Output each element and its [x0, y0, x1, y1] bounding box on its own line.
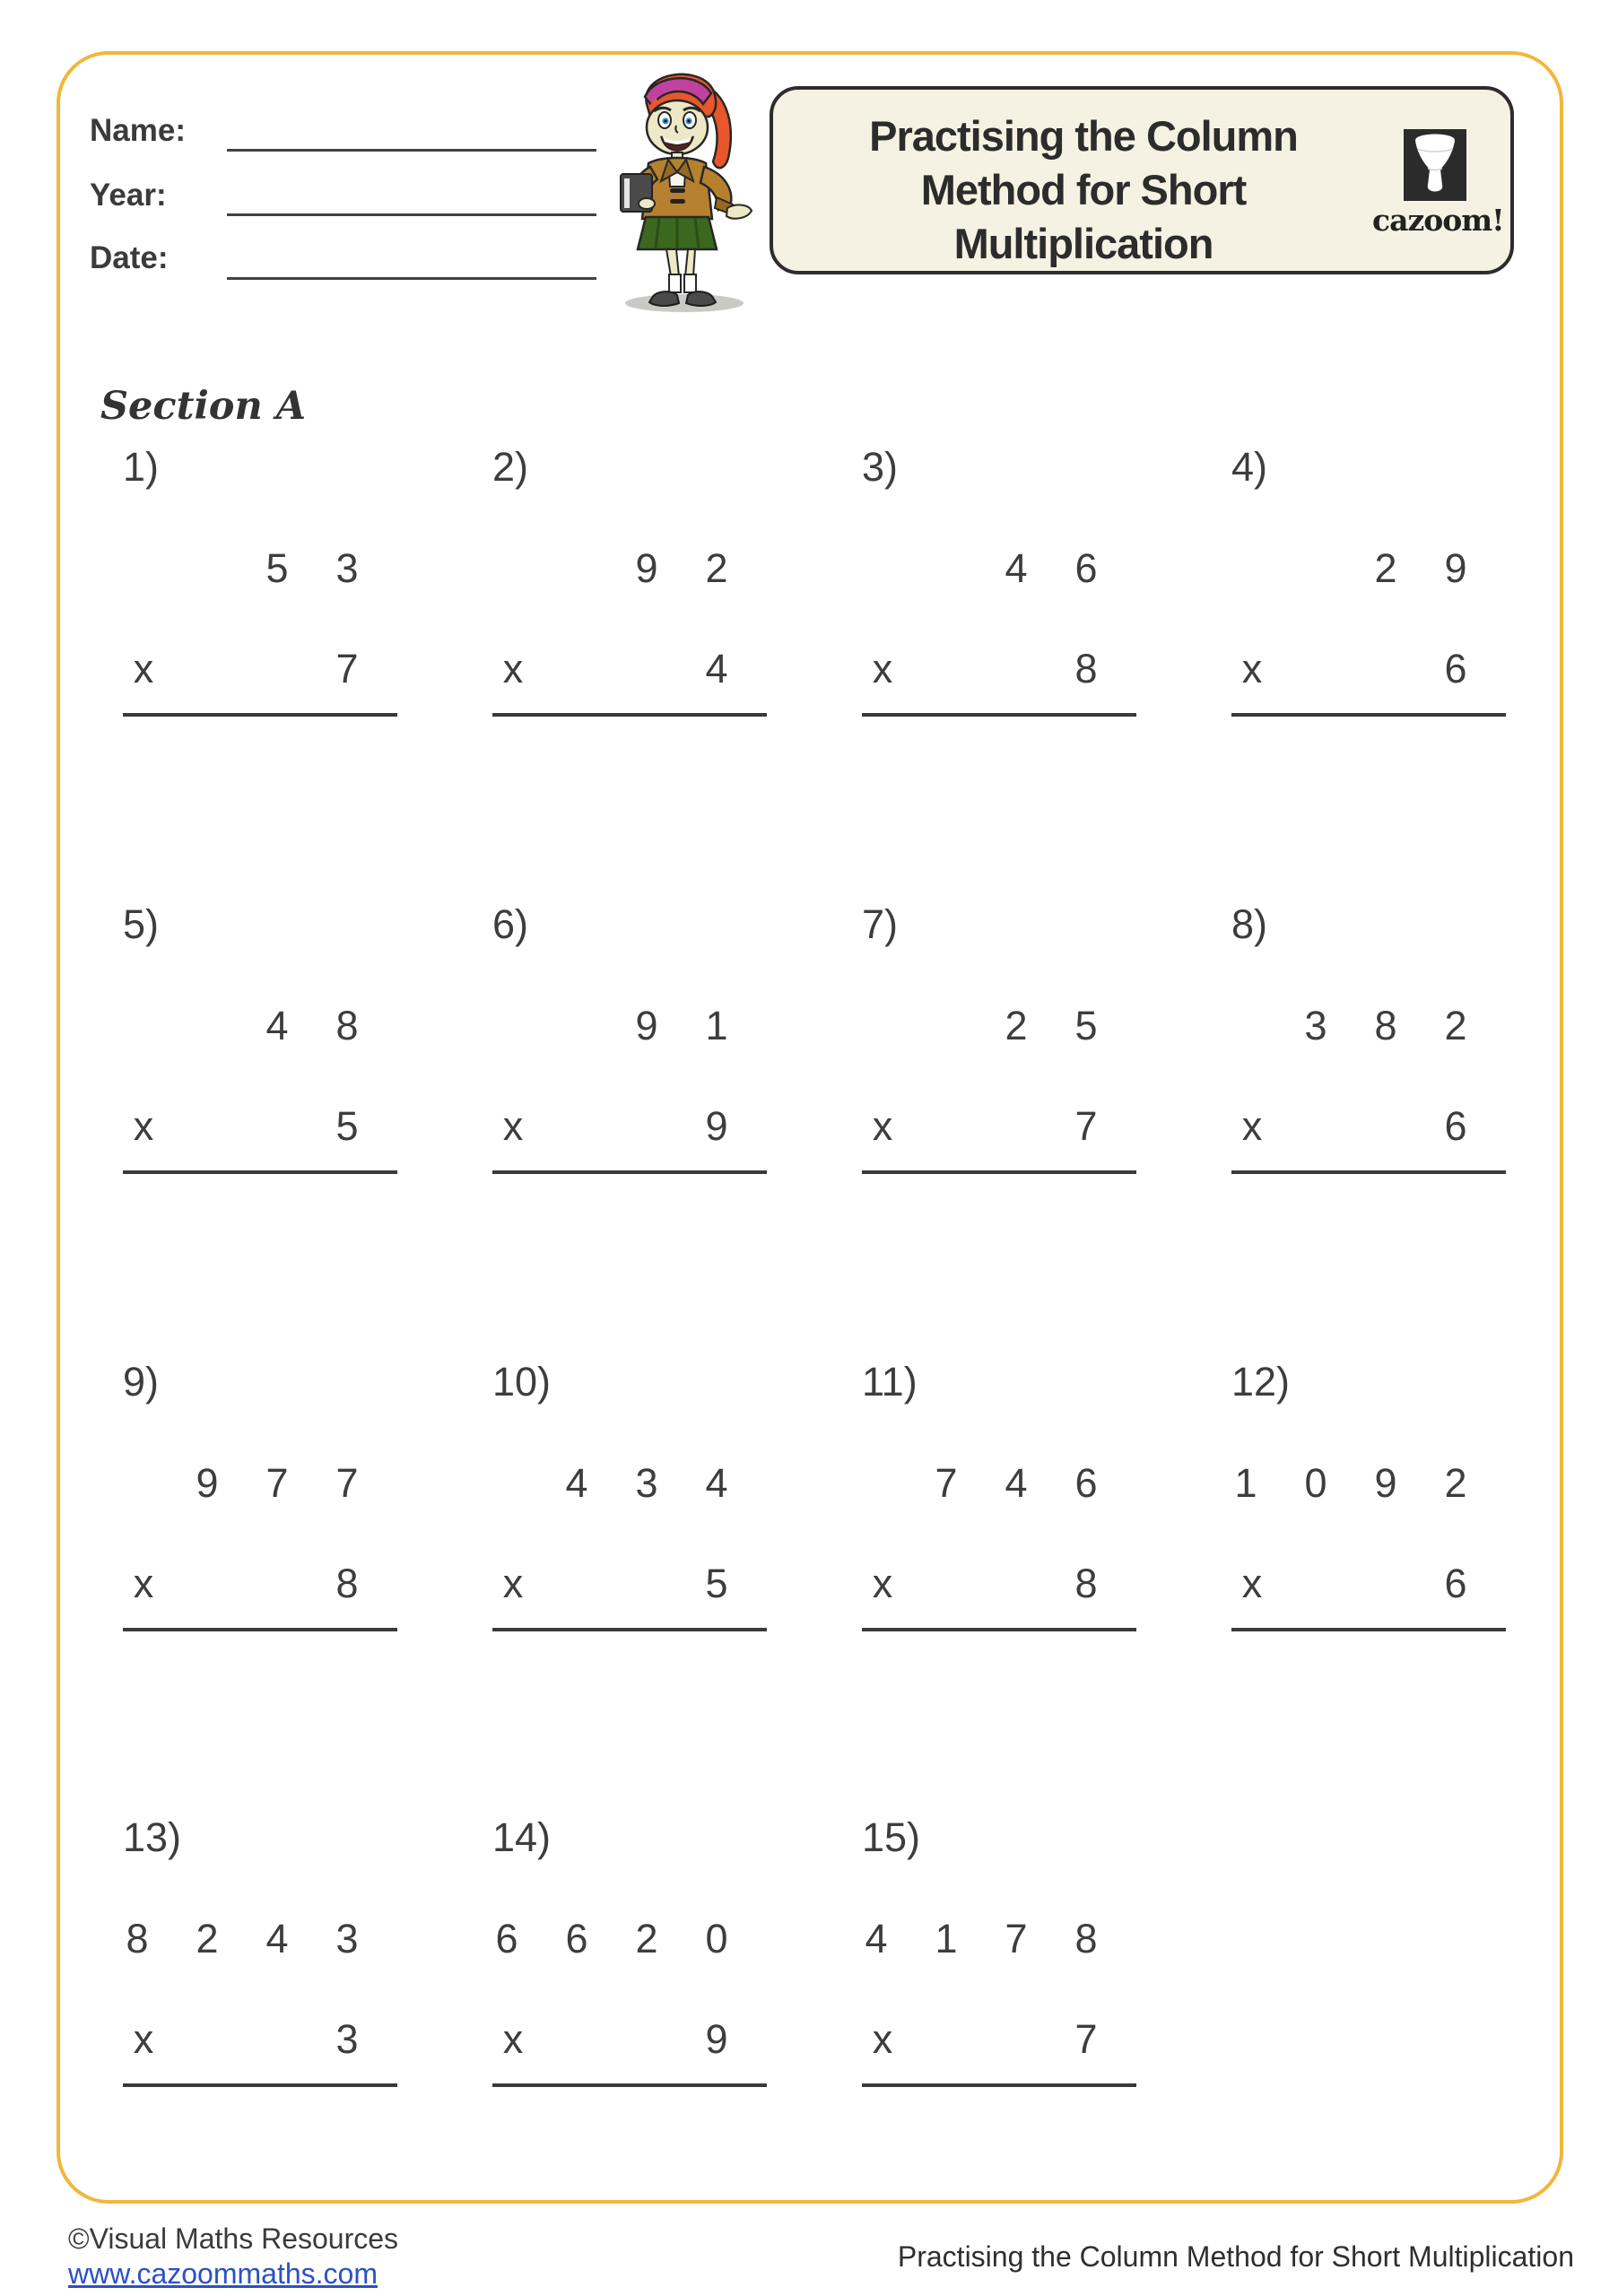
multiply-sign: x — [872, 646, 893, 691]
multiplier-row — [862, 2018, 1136, 2061]
answer-line — [123, 1170, 397, 1174]
problem-10 — [492, 1361, 767, 1747]
problem-number: 10) — [492, 1359, 552, 1405]
answer-line — [123, 2083, 397, 2087]
problem-number: 14) — [492, 1814, 552, 1860]
multiplicand-digit: 2 — [1374, 545, 1397, 591]
problem-number: 13) — [123, 1814, 182, 1860]
title-line-3: Multiplication — [953, 220, 1214, 267]
multiplicand-row — [492, 1918, 767, 1961]
multiplier-digit: 7 — [1074, 2016, 1098, 2062]
multiplier-row — [1231, 648, 1506, 691]
date-label: Date: — [90, 240, 169, 275]
answer-space[interactable] — [1231, 1633, 1506, 1732]
multiplier-row — [1231, 1105, 1506, 1148]
multiplicand-digit: 0 — [705, 1916, 728, 1961]
footer-worksheet-title: Practising the Column Method for Short Multiplication — [897, 2240, 1574, 2273]
multiplier-digit: 8 — [335, 1561, 359, 1606]
multiplicand-row — [492, 547, 767, 590]
answer-line — [1231, 1628, 1506, 1631]
multiplier-row — [123, 1105, 397, 1148]
multiply-sign: x — [502, 646, 524, 691]
answer-space[interactable] — [123, 2089, 397, 2187]
problem-number: 9) — [123, 1359, 160, 1405]
multiply-sign: x — [1241, 1103, 1263, 1149]
answer-line — [862, 1628, 1136, 1631]
problem-12 — [1231, 1361, 1506, 1747]
answer-line — [492, 2083, 767, 2087]
multiplicand-row — [862, 1462, 1136, 1505]
answer-line — [492, 713, 767, 717]
answer-space[interactable] — [123, 1176, 397, 1274]
multiplicand-digit: 4 — [1005, 1460, 1028, 1506]
multiplier-row — [492, 648, 767, 691]
multiplicand-digit: 4 — [265, 1916, 289, 1961]
multiplicand-row — [862, 1004, 1136, 1048]
answer-line — [1231, 713, 1506, 717]
multiplier-digit: 8 — [1074, 1561, 1098, 1606]
multiplier-digit: 8 — [1074, 646, 1098, 691]
problem-13 — [123, 1814, 397, 2203]
problem-14 — [492, 1814, 767, 2203]
problem-number: 6) — [492, 901, 529, 947]
multiplier-row — [492, 1562, 767, 1605]
multiplier-row — [492, 1105, 767, 1148]
multiplier-digit: 5 — [335, 1103, 359, 1149]
multiplicand-digit: 9 — [635, 545, 658, 591]
problem-11 — [862, 1361, 1136, 1747]
problem-5 — [123, 901, 397, 1290]
answer-space[interactable] — [492, 1633, 767, 1732]
answer-line — [1231, 1170, 1506, 1174]
multiplicand-digit: 2 — [635, 1916, 658, 1961]
multiplicand-digit: 6 — [495, 1916, 518, 1961]
answer-space[interactable] — [1231, 718, 1506, 817]
title-line-1: Practising the Column — [869, 112, 1298, 160]
multiplicand-digit: 7 — [935, 1460, 958, 1506]
problem-4 — [1231, 444, 1506, 832]
problem-7 — [862, 901, 1136, 1290]
multiply-sign: x — [133, 1103, 154, 1149]
problem-9 — [123, 1361, 397, 1747]
multiplicand-digit: 9 — [196, 1460, 219, 1506]
multiplicand-digit: 3 — [335, 545, 359, 591]
multiplicand-digit: 2 — [705, 545, 728, 591]
answer-line — [862, 1170, 1136, 1174]
multiplicand-digit: 7 — [335, 1460, 359, 1506]
answer-space[interactable] — [123, 718, 397, 817]
problem-6 — [492, 901, 767, 1290]
multiplicand-digit: 8 — [1374, 1003, 1397, 1048]
multiplicand-digit: 1 — [1234, 1460, 1257, 1506]
multiplier-digit: 6 — [1444, 646, 1467, 691]
name-label: Name: — [90, 113, 186, 148]
answer-line — [492, 1628, 767, 1631]
problem-8 — [1231, 901, 1506, 1290]
multiply-sign: x — [872, 1103, 893, 1149]
answer-line — [123, 713, 397, 717]
multiplicand-digit: 6 — [565, 1916, 588, 1961]
problem-number: 8) — [1231, 901, 1268, 947]
multiplier-row — [1231, 1562, 1506, 1605]
answer-line — [862, 713, 1136, 717]
multiplier-digit: 6 — [1444, 1561, 1467, 1606]
problem-15 — [862, 1814, 1136, 2203]
cazoom-logo-text: cazoom! — [1372, 203, 1504, 238]
multiplicand-digit: 2 — [196, 1916, 219, 1961]
problem-number: 11) — [862, 1359, 918, 1405]
multiplier-row — [862, 648, 1136, 691]
answer-space[interactable] — [492, 2089, 767, 2187]
multiplicand-digit: 5 — [1074, 1003, 1098, 1048]
multiplicand-row — [123, 1462, 397, 1505]
problem-number: 15) — [862, 1814, 921, 1860]
copyright-text: ©Visual Maths Resources — [68, 2222, 399, 2255]
multiplier-row — [123, 648, 397, 691]
multiplicand-digit: 4 — [265, 1003, 289, 1048]
multiplicand-digit: 6 — [1074, 545, 1098, 591]
multiplicand-digit: 3 — [1304, 1003, 1327, 1048]
problem-number: 4) — [1231, 444, 1268, 490]
answer-line — [862, 2083, 1136, 2087]
multiplier-digit: 4 — [705, 646, 728, 691]
problem-number: 7) — [862, 901, 899, 947]
multiplicand-row — [123, 1918, 397, 1961]
multiplicand-digit: 9 — [635, 1003, 658, 1048]
multiplicand-digit: 1 — [705, 1003, 728, 1048]
multiplier-row — [123, 2018, 397, 2061]
problem-number: 5) — [123, 901, 160, 947]
multiplier-digit: 7 — [1074, 1103, 1098, 1149]
multiplicand-digit: 0 — [1304, 1460, 1327, 1506]
multiply-sign: x — [1241, 646, 1263, 691]
answer-space[interactable] — [492, 718, 767, 817]
multiplicand-digit: 2 — [1444, 1460, 1467, 1506]
multiply-sign: x — [133, 2016, 154, 2062]
multiply-sign: x — [502, 2016, 524, 2062]
multiplicand-digit: 2 — [1444, 1003, 1467, 1048]
multiply-sign: x — [502, 1561, 524, 1606]
problem-2 — [492, 444, 767, 832]
multiplicand-row — [123, 1004, 397, 1048]
answer-line — [123, 1628, 397, 1631]
answer-space[interactable] — [862, 1633, 1136, 1732]
title-line-2: Method for Short — [920, 166, 1247, 213]
answer-space[interactable] — [492, 1176, 767, 1274]
multiplicand-digit: 8 — [335, 1003, 359, 1048]
multiplicand-digit: 8 — [1074, 1916, 1098, 1961]
answer-space[interactable] — [123, 1633, 397, 1732]
multiplicand-digit: 1 — [935, 1916, 958, 1961]
multiplicand-digit: 4 — [865, 1916, 888, 1961]
problem-number: 3) — [862, 444, 899, 490]
multiplicand-row — [1231, 1004, 1506, 1048]
multiplicand-digit: 9 — [1444, 545, 1467, 591]
multiplicand-digit: 4 — [1005, 545, 1028, 591]
multiplicand-digit: 7 — [265, 1460, 289, 1506]
answer-space[interactable] — [862, 1176, 1136, 1274]
multiplicand-digit: 8 — [126, 1916, 149, 1961]
multiplier-digit: 7 — [335, 646, 359, 691]
multiplicand-digit: 3 — [335, 1916, 359, 1961]
multiply-sign: x — [872, 1561, 893, 1606]
answer-space[interactable] — [862, 718, 1136, 817]
multiply-sign: x — [133, 1561, 154, 1606]
multiplicand-row — [1231, 547, 1506, 590]
problem-1 — [123, 444, 397, 832]
multiplicand-row — [492, 1004, 767, 1048]
multiplicand-row — [1231, 1462, 1506, 1505]
multiply-sign: x — [872, 2016, 893, 2062]
multiply-sign: x — [1241, 1561, 1263, 1606]
multiplicand-digit: 4 — [565, 1460, 588, 1506]
multiplicand-digit: 7 — [1005, 1916, 1028, 1961]
multiplicand-row — [862, 547, 1136, 590]
multiplicand-digit: 5 — [265, 545, 289, 591]
multiplicand-row — [123, 547, 397, 590]
multiply-sign: x — [133, 646, 154, 691]
multiplicand-digit: 3 — [635, 1460, 658, 1506]
multiply-sign: x — [502, 1103, 524, 1149]
answer-space[interactable] — [862, 2089, 1136, 2187]
multiplier-row — [492, 2018, 767, 2061]
problem-number: 1) — [123, 444, 160, 490]
multiplicand-row — [492, 1462, 767, 1505]
cazoommaths-link[interactable]: www.cazoommaths.com — [68, 2257, 378, 2290]
multiplicand-digit: 4 — [705, 1460, 728, 1506]
multiplier-row — [862, 1105, 1136, 1148]
multiplicand-row — [862, 1918, 1136, 1961]
section-a-heading: Section A — [100, 384, 307, 429]
problem-number: 2) — [492, 444, 529, 490]
problem-3 — [862, 444, 1136, 832]
multiplier-digit: 6 — [1444, 1103, 1467, 1149]
answer-line — [492, 1170, 767, 1174]
multiplier-row — [862, 1562, 1136, 1605]
multiplier-digit: 5 — [705, 1561, 728, 1606]
multiplicand-digit: 6 — [1074, 1460, 1098, 1506]
multiplicand-digit: 9 — [1374, 1460, 1397, 1506]
answer-space[interactable] — [1231, 1176, 1506, 1274]
year-label: Year: — [90, 178, 167, 213]
multiplicand-digit: 2 — [1005, 1003, 1028, 1048]
multiplier-digit: 9 — [705, 1103, 728, 1149]
problem-number: 12) — [1231, 1359, 1291, 1405]
multiplier-row — [123, 1562, 397, 1605]
multiplier-digit: 9 — [705, 2016, 728, 2062]
multiplier-digit: 3 — [335, 2016, 359, 2062]
